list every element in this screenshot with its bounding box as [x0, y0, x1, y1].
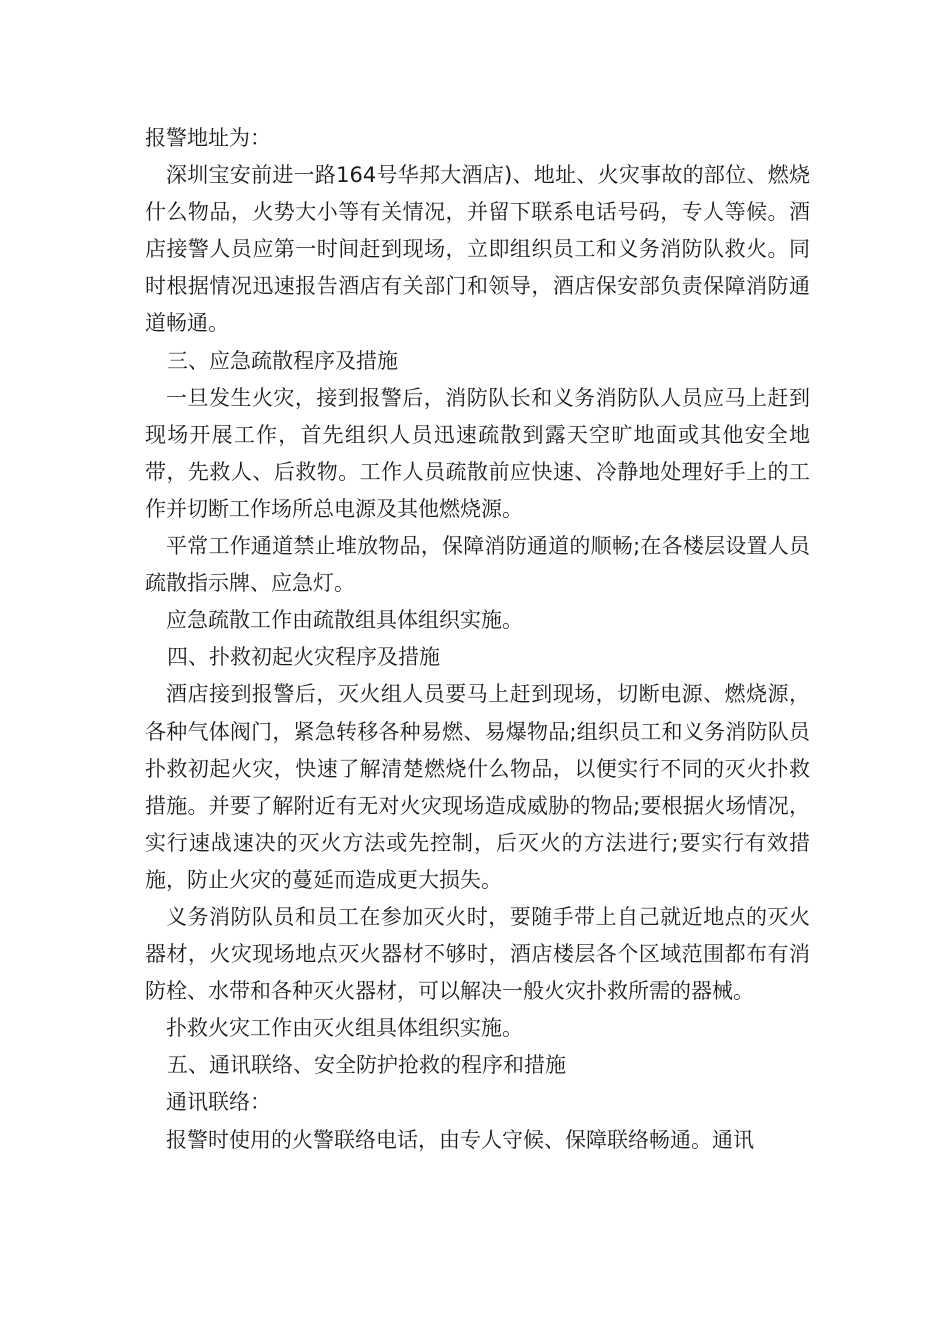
paragraph-evacuation-procedure: 一旦发生火灾，接到报警后，消防队长和义务消防队人员应马上赶到现场开展工作，首先组织人员迅速疏散到露天空旷地面或其他安全地带，先救人、后救物。工作人员疏散前应快速、冷静地处理好手上的工作并切断工作场所总电源及其他燃烧源。 — [145, 385, 810, 521]
paragraph-firefighting-group: 扑救火灾工作由灭火组具体组织实施。 — [166, 1016, 523, 1041]
paragraph-communication-details: 报警时使用的火警联络电话，由专人守候、保障联络畅通。通讯 — [166, 1127, 754, 1152]
paragraph-firefighting-equipment: 义务消防队员和员工在参加灭火时，要随手带上自己就近地点的灭火器材，火灾现场地点灭火器材不够时，酒店楼层各个区域范围都布有消防栓、水带和各种灭火器材，可以解决一般火灾扑救所需的器械。 — [145, 904, 810, 1004]
paragraph-alarm-details: 深圳宝安前进一路164号华邦大酒店)、地址、火灾事故的部位、燃烧什么物品，火势大小等有关情况，并留下联系电话号码，专人等候。酒店接警人员应第一时间赶到现场，立即组织员工和义务消防队救火。同时根据情况迅速报告酒店有关部门和领导，酒店保安部负责保障消防通道畅通。 — [145, 163, 810, 336]
paragraph-firefighting-procedure: 酒店接到报警后，灭火组人员要马上赶到现场，切断电源、燃烧源，各种气体阀门，紧急转移各种易燃、易爆物品;组织员工和义务消防队员扑救初起火灾，快速了解清楚燃烧什么物品，以便实行不同的灭火扑救措施。并要了解附近有无对火灾现场造成威胁的物品;要根据火场情况，实行速战速决的灭火方法或先控制，后灭火的方法进行;要实行有效措施，防止火灾的蔓延而造成更大损失。 — [145, 682, 810, 892]
paragraph-evacuation-group: 应急疏散工作由疏散组具体组织实施。 — [166, 608, 523, 633]
paragraph-alarm-address-label: 报警地址为： — [145, 126, 271, 150]
document-body — [145, 120, 810, 1159]
paragraph-passage-rules: 平常工作通道禁止堆放物品，保障消防通道的顺畅;在各楼层设置人员疏散指示牌、应急灯。 — [145, 534, 810, 596]
section-heading-firefighting: 四、扑救初起火灾程序及措施 — [167, 645, 440, 670]
section-heading-communication: 五、通讯联络、安全防护抢救的程序和措施 — [167, 1053, 566, 1078]
paragraph-communication-label: 通讯联络： — [166, 1090, 271, 1115]
section-heading-evacuation: 三、应急疏散程序及措施 — [167, 348, 398, 373]
